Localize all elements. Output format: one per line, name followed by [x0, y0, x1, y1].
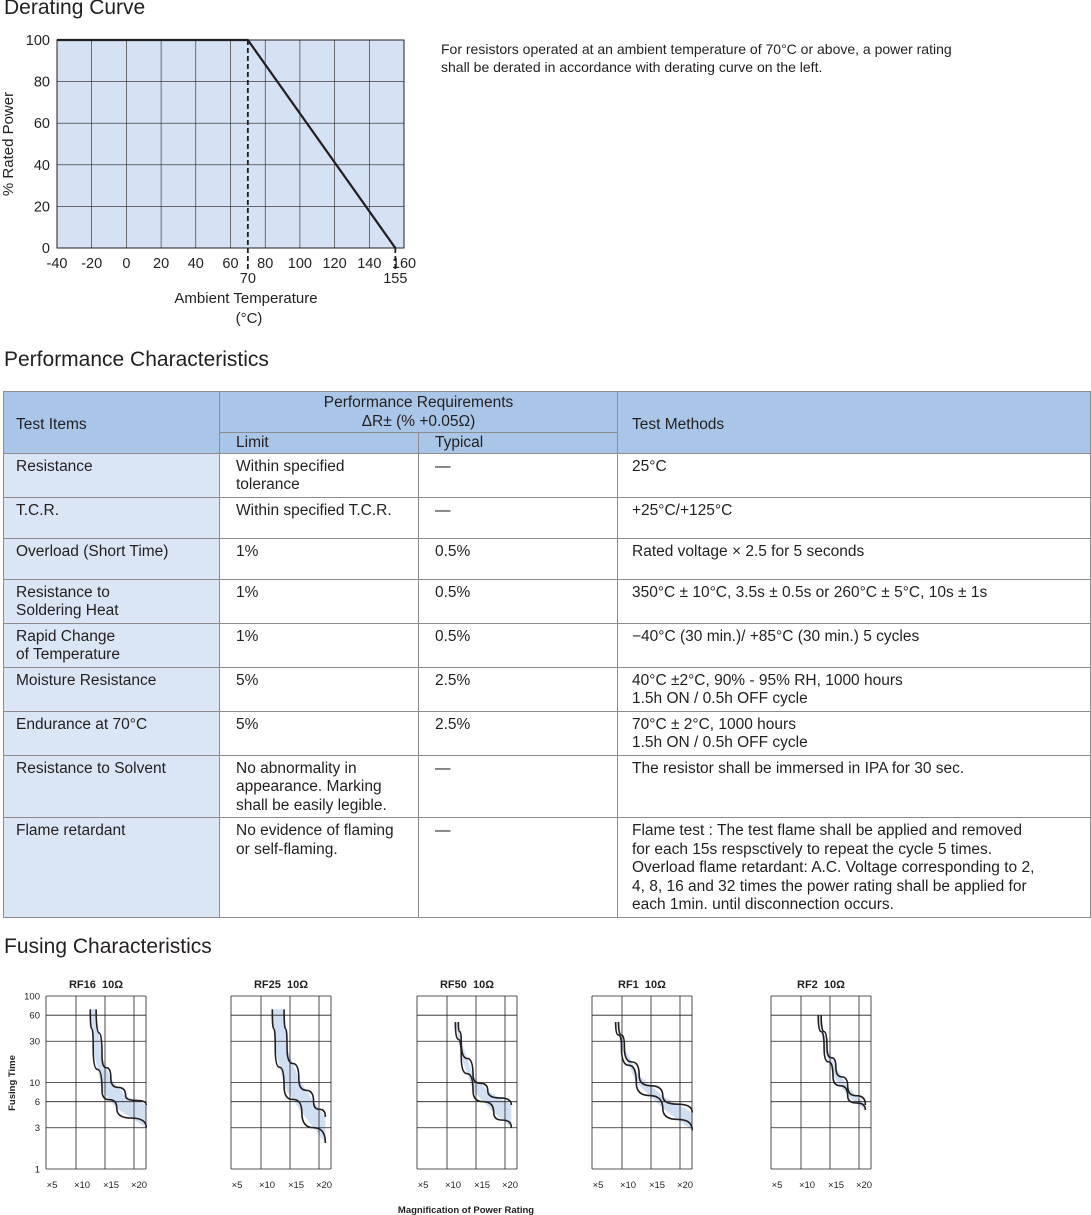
cell-typical: 2.5%	[419, 667, 618, 711]
derating-ytick: 100	[25, 33, 50, 49]
limit-line: 1%	[236, 542, 259, 560]
cell-limit	[220, 711, 419, 755]
cell-limit	[220, 497, 419, 538]
cell-item	[4, 755, 220, 818]
limit-line: Within specified	[236, 457, 345, 475]
cell-typical: —	[419, 818, 618, 918]
cell-method	[618, 453, 1091, 497]
derating-xtick: 140	[357, 256, 382, 272]
item-line: Resistance to	[16, 583, 110, 601]
derating-xtick: -40	[46, 256, 68, 272]
derating-xtick: -20	[81, 256, 103, 272]
header-limit: Limit	[220, 433, 419, 454]
method-line: each 1min. until disconnection occurs.	[632, 896, 894, 913]
fusing-xtick: ×5	[46, 1180, 58, 1191]
derating-xtick: 100	[287, 256, 313, 272]
derating-ytick: 20	[33, 199, 50, 216]
method-line: −40°C (30 min.)/ +85°C (30 min.) 5 cycles	[632, 627, 920, 645]
derating-xtick: 40	[187, 256, 204, 272]
fusing-band	[90, 1009, 146, 1127]
derating-title: Derating Curve	[4, 0, 146, 19]
cell-typical: 0.5%	[419, 579, 618, 623]
performance-title: Performance Characteristics	[4, 348, 269, 371]
cell-typical: 0.5%	[419, 623, 618, 667]
item-line: Overload (Short Time)	[16, 542, 169, 560]
fusing-xlabel: Magnification of Power Rating	[397, 1205, 535, 1215]
item-line: Moisture Resistance	[16, 671, 157, 689]
fusing-ytick: 3	[34, 1123, 40, 1135]
item-line: Endurance at 70°C	[16, 715, 148, 733]
fusing-xtick: ×5	[771, 1180, 783, 1191]
cell-method	[618, 497, 1091, 538]
item-line: of Temperature	[16, 646, 120, 663]
fusing-ytick: 1	[34, 1164, 40, 1176]
fusing-band	[455, 1022, 511, 1128]
fusing-xtick: ×20	[501, 1180, 519, 1191]
fusing-xtick: ×20	[676, 1180, 694, 1191]
method-line: 70°C ± 2°C, 1000 hours	[632, 715, 796, 733]
fusing-xtick: ×5	[231, 1180, 243, 1191]
fusing-ytick: 10	[29, 1078, 40, 1089]
table-row	[4, 579, 1091, 623]
fusing-xtick: ×20	[315, 1180, 333, 1191]
fusing-xtick: ×20	[855, 1180, 873, 1191]
fusing-xtick: ×15	[102, 1180, 120, 1191]
table-row	[4, 755, 1091, 818]
limit-line: 1%	[236, 583, 259, 601]
cell-method	[618, 579, 1091, 623]
limit-line: 5%	[236, 715, 259, 733]
header-test-methods: Test Methods	[618, 392, 1091, 454]
fusing-xtick: ×10	[73, 1180, 91, 1191]
limit-line: Within specified T.C.R.	[236, 501, 392, 519]
method-line: Rated voltage × 2.5 for 5 seconds	[632, 542, 865, 560]
cell-item	[4, 818, 220, 918]
derating-xlabel: Ambient Temperature	[174, 290, 318, 307]
item-line: Flame retardant	[16, 822, 126, 839]
cell-item	[4, 538, 220, 579]
cell-method	[618, 711, 1091, 755]
cell-typical: 0.5%	[419, 538, 618, 579]
table-row	[4, 538, 1091, 579]
fusing-xtick: ×10	[798, 1180, 816, 1191]
fusing-ytick: 100	[24, 991, 40, 1003]
cell-typical: 2.5%	[419, 711, 618, 755]
derating-marker-label: 155	[383, 271, 408, 287]
fusing-chart-title: RF1 10Ω	[618, 979, 666, 991]
table-row	[4, 623, 1091, 667]
derating-note: For resistors operated at an ambient temperature of 70°C or above, a power rating shall be derated in accordance with derating curve on the left.	[441, 41, 952, 75]
derating-marker-label: 70	[239, 271, 256, 287]
fusing-chart-title: RF25 10Ω	[253, 979, 309, 991]
item-line: T.C.R.	[16, 501, 60, 519]
limit-line: 1%	[236, 627, 259, 645]
cell-method	[618, 667, 1091, 711]
derating-xtick: 160	[391, 256, 417, 272]
method-line: 4, 8, 16 and 32 times the power rating shall be applied for	[632, 877, 1027, 895]
limit-line: tolerance	[236, 476, 300, 493]
fusing-ytick: 30	[29, 1036, 40, 1048]
fusing-chart-2	[417, 979, 518, 1191]
fusing-chart-title: RF50 10Ω	[439, 979, 495, 991]
limit-line: shall be easily legible.	[236, 796, 387, 814]
header-typical: Typical	[419, 433, 618, 454]
method-line: 350°C ± 10°C, 3.5s ± 0.5s or 260°C ± 5°C, 10s ± 1s	[632, 583, 988, 601]
derating-ytick: 0	[41, 241, 50, 257]
cell-item	[4, 711, 220, 755]
fusing-title: Fusing Characteristics	[4, 935, 212, 958]
limit-line: No abnormality in	[236, 759, 357, 777]
derating-xtick: 20	[153, 256, 170, 272]
table-row	[4, 497, 1091, 538]
fusing-band	[616, 1022, 693, 1130]
table-row	[4, 711, 1091, 755]
cell-typical: —	[419, 453, 618, 497]
cell-item	[4, 497, 220, 538]
method-line: 25°C	[632, 457, 667, 475]
derating-ytick: 80	[33, 74, 50, 91]
table-row	[4, 667, 1091, 711]
derating-xtick: 60	[222, 256, 239, 272]
header-requirements	[220, 392, 618, 433]
item-line: Soldering Heat	[16, 602, 119, 619]
derating-chart	[0, 28, 440, 328]
fusing-xtick: ×5	[417, 1180, 429, 1191]
fusing-chart-0	[24, 979, 147, 1191]
derating-ylabel: % Rated Power	[0, 91, 17, 197]
cell-method	[618, 538, 1091, 579]
header-requirements-line1: Performance Requirements	[323, 394, 514, 411]
fusing-xtick: ×5	[592, 1180, 604, 1191]
method-line: 40°C ±2°C, 90% - 95% RH, 1000 hours	[632, 671, 903, 689]
fusing-xtick: ×15	[827, 1180, 845, 1191]
limit-line: 5%	[236, 671, 259, 689]
cell-method	[618, 755, 1091, 818]
fusing-chart-3	[592, 979, 693, 1191]
fusing-xtick: ×10	[258, 1180, 276, 1191]
item-line: Resistance	[16, 457, 93, 475]
limit-line: appearance. Marking	[236, 778, 382, 795]
item-line: Rapid Change	[16, 627, 116, 645]
method-line: The resistor shall be immersed in IPA for 30 sec.	[632, 759, 965, 777]
cell-limit	[220, 453, 419, 497]
cell-item	[4, 667, 220, 711]
cell-limit	[220, 667, 419, 711]
fusing-chart-4	[771, 979, 872, 1191]
header-requirements-line2: ΔR± (% +0.05Ω)	[361, 412, 476, 430]
cell-limit	[220, 755, 419, 818]
method-line: +25°C/+125°C	[632, 501, 733, 519]
header-test-items: Test Items	[4, 392, 220, 454]
derating-ytick: 60	[33, 116, 50, 133]
derating-xtick: 80	[257, 256, 274, 272]
cell-method	[618, 818, 1091, 918]
item-line: Resistance to Solvent	[16, 759, 166, 777]
cell-limit	[220, 579, 419, 623]
derating-xtick: 120	[322, 256, 347, 272]
table-row	[4, 453, 1091, 497]
cell-limit	[220, 538, 419, 579]
cell-item	[4, 579, 220, 623]
table-row	[4, 818, 1091, 918]
cell-typical: —	[419, 755, 618, 818]
method-line: Flame test : The test flame shall be applied and removed	[632, 822, 1023, 839]
fusing-xtick: ×10	[619, 1180, 637, 1191]
fusing-xtick: ×15	[473, 1180, 491, 1191]
fusing-ylabel: Fusing Time	[7, 1055, 18, 1111]
fusing-xtick: ×15	[287, 1180, 305, 1191]
method-line: for each 15s respsctively to repeat the cycle 5 times.	[632, 840, 993, 858]
limit-line: or self-flaming.	[236, 840, 338, 858]
fusing-ytick: 60	[29, 1010, 40, 1022]
derating-xtick: 0	[122, 256, 131, 272]
cell-limit	[220, 818, 419, 918]
fusing-charts	[0, 975, 1091, 1215]
derating-xlabel-unit: (°C)	[235, 310, 263, 327]
cell-limit	[220, 623, 419, 667]
fusing-xtick: ×15	[648, 1180, 666, 1191]
cell-item	[4, 453, 220, 497]
cell-item	[4, 623, 220, 667]
fusing-xtick: ×10	[444, 1180, 462, 1191]
limit-line: No evidence of flaming	[236, 822, 394, 839]
fusing-xtick: ×20	[130, 1180, 148, 1191]
cell-typical: —	[419, 497, 618, 538]
derating-ytick: 40	[33, 157, 50, 174]
performance-table	[3, 391, 1091, 918]
fusing-chart-title: RF2 10Ω	[797, 979, 845, 991]
method-line: Overload flame retardant: A.C. Voltage corresponding to 2,	[632, 859, 1035, 876]
fusing-chart-1	[231, 979, 332, 1191]
method-line: 1.5h ON / 0.5h OFF cycle	[632, 734, 808, 751]
cell-method	[618, 623, 1091, 667]
method-line: 1.5h ON / 0.5h OFF cycle	[632, 690, 808, 707]
fusing-chart-title: RF16 10Ω	[68, 979, 124, 991]
fusing-ytick: 6	[34, 1097, 40, 1109]
